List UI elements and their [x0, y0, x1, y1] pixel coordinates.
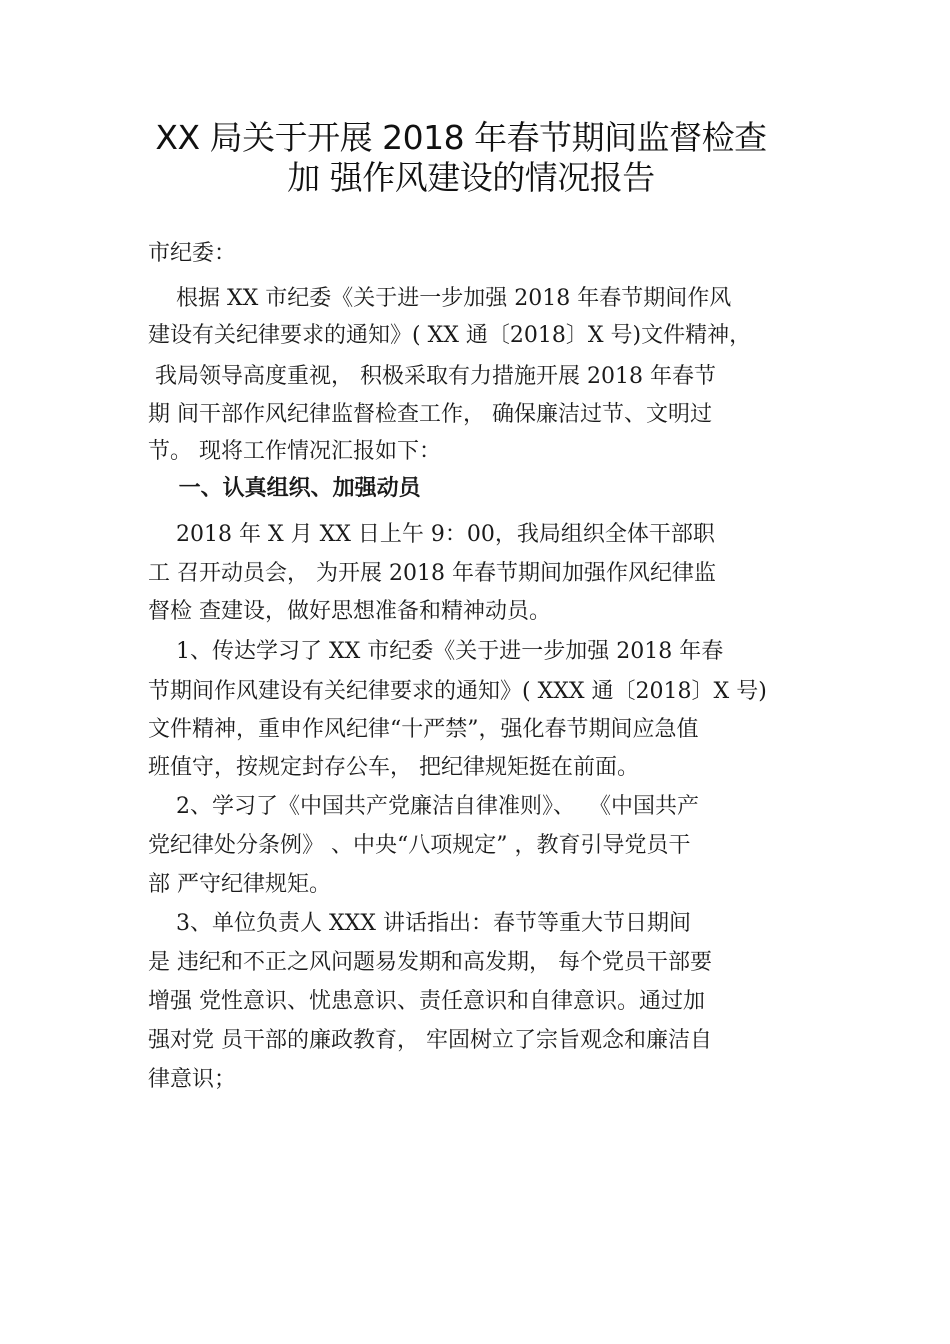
intro-line-3: 我局领导高度重视， 积极采取有力措施开展 2018 年春节	[148, 364, 716, 389]
item-2-line-1: 2、学习了《中国共产党廉洁自律准则》、 《中国共产	[148, 794, 699, 819]
item-3-line-5: 律意识；	[148, 1067, 237, 1092]
document-title-line-1: XX 局关于开展 2018 年春节期间监督检查	[155, 118, 767, 157]
item-1-line-4: 班值守，按规定封存公车， 把纪律规矩挺在前面。	[148, 755, 639, 780]
salutation: 市纪委：	[148, 241, 237, 266]
intro-line-1: 根据 XX 市纪委《关于进一步加强 2018 年春节期间作风	[148, 286, 732, 311]
section-1-para-1-line-3: 督检 查建设，做好思想准备和精神动员。	[148, 599, 551, 624]
item-3-line-2: 是 违纪和不正之风问题易发期和高发期， 每个党员干部要	[148, 950, 712, 975]
intro-line-2: 建设有关纪律要求的通知》( XX 通〔2018〕X 号)文件精神，	[148, 323, 752, 348]
item-2-line-2: 党纪律处分条例》 、中央“八项规定” ，教育引导党员干	[148, 833, 691, 858]
document-title-line-2: 加 强作风建设的情况报告	[287, 158, 655, 197]
section-1-para-1-line-2: 工 召开动员会， 为开展 2018 年春节期间加强作风纪律监	[148, 561, 716, 586]
item-1-line-2: 节期间作风建设有关纪律要求的通知》( XXX 通〔2018〕X 号)	[148, 679, 767, 704]
section-1-para-1-line-1: 2018 年 X 月 XX 日上午 9：00，我局组织全体干部职	[148, 522, 715, 547]
item-3-line-1: 3、单位负责人 XXX 讲话指出：春节等重大节日期间	[148, 911, 691, 936]
intro-line-4: 期 间干部作风纪律监督检查工作， 确保廉洁过节、文明过	[148, 402, 712, 427]
item-1-line-3: 文件精神，重申作风纪律“十严禁”，强化春节期间应急值	[148, 717, 699, 742]
section-1-heading: 一、认真组织、加强动员	[148, 476, 421, 501]
item-3-line-3: 增强 党性意识、忧患意识、责任意识和自律意识。通过加	[148, 989, 705, 1014]
item-1-line-1: 1、传达学习了 XX 市纪委《关于进一步加强 2018 年春	[148, 639, 724, 664]
intro-line-5: 节。 现将工作情况汇报如下：	[148, 439, 441, 464]
item-2-line-3: 部 严守纪律规矩。	[148, 872, 331, 897]
item-3-line-4: 强对党 员干部的廉政教育， 牢固树立了宗旨观念和廉洁自	[148, 1028, 712, 1053]
